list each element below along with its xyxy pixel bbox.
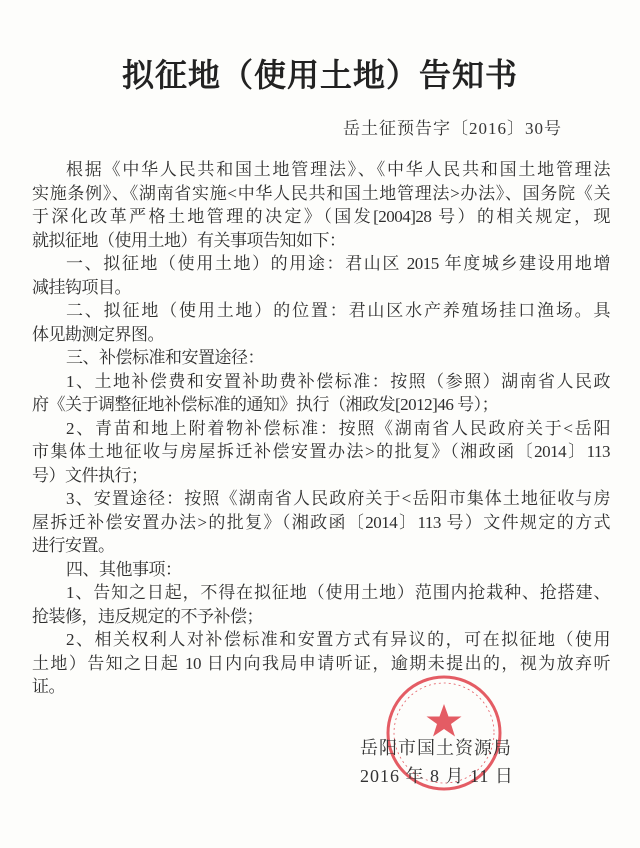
body-line: 2、相关权利人对补偿标准和安置方式有异议的，可在拟征地（使用 bbox=[66, 630, 610, 649]
body-line: 就拟征地（使用土地）有关事项告知如下： bbox=[32, 230, 346, 250]
star-icon bbox=[427, 704, 462, 737]
body-line: 二、拟征地（使用土地）的位置：君山区水产养殖场挂口渔场。具 bbox=[66, 301, 610, 320]
body-line: 一、拟征地（使用土地）的用途：君山区 2015 年度城乡建设用地增 bbox=[66, 254, 610, 273]
signature-date: 2016 年 8 月 11 日 bbox=[360, 766, 514, 786]
body-line: 屋拆迁补偿安置办法>的批复》（湘政函〔2014〕113 号）文件规定的方式 bbox=[32, 512, 610, 532]
body-line: 3、安置途径：按照《湖南省人民政府关于<岳阳市集体土地征收与房 bbox=[66, 489, 610, 508]
body-line: 抢装修，违反规定的不予补偿； bbox=[32, 606, 263, 626]
body-line: 2、青苗和地上附着物补偿标准：按照《湖南省人民政府关于<岳阳 bbox=[66, 418, 610, 438]
body-line: 四、其他事项： bbox=[66, 559, 182, 579]
body-line: 三、补偿标准和安置途径： bbox=[66, 348, 264, 367]
body-line: 根据《中华人民共和国土地管理法》、《中华人民共和国土地管理法 bbox=[66, 160, 610, 179]
body-line: 1、土地补偿费和安置补助费补偿标准：按照（参照）湖南省人民政 bbox=[66, 371, 610, 391]
body-line: 市集体土地征收与房屋拆迁补偿安置办法>的批复》（湘政函〔2014〕113 bbox=[32, 442, 610, 461]
document-body bbox=[32, 158, 610, 699]
body-line: 减挂钩项目。 bbox=[32, 277, 131, 297]
body-line: 土地）告知之日起 10 日内向我局申请听证，逾期未提出的，视为放弃听 bbox=[32, 653, 610, 673]
body-line: 府《关于调整征地补偿标准的通知》执行（湘政发[2012]46 号）； bbox=[32, 395, 499, 414]
body-line: 进行安置。 bbox=[32, 536, 115, 555]
body-line: 1、告知之日起，不得在拟征地（使用土地）范围内抢栽种、抢搭建、 bbox=[66, 583, 610, 602]
body-line: 实施条例》、《湖南省实施<中华人民共和国土地管理法>办法》、国务院《关 bbox=[32, 183, 610, 203]
body-line: 证。 bbox=[32, 677, 65, 696]
body-line: 于深化改革严格土地管理的决定》（国发[2004]28 号）的相关规定，现 bbox=[32, 207, 610, 226]
body-line: 号）文件执行； bbox=[32, 465, 148, 485]
document-number: 岳土征预告字〔2016〕30号 bbox=[343, 119, 562, 138]
signature-org: 岳阳市国土资源局 bbox=[360, 738, 512, 758]
body-line: 体见勘测定界图。 bbox=[32, 324, 164, 344]
document-title: 拟征地（使用土地）告知书 bbox=[121, 57, 518, 93]
